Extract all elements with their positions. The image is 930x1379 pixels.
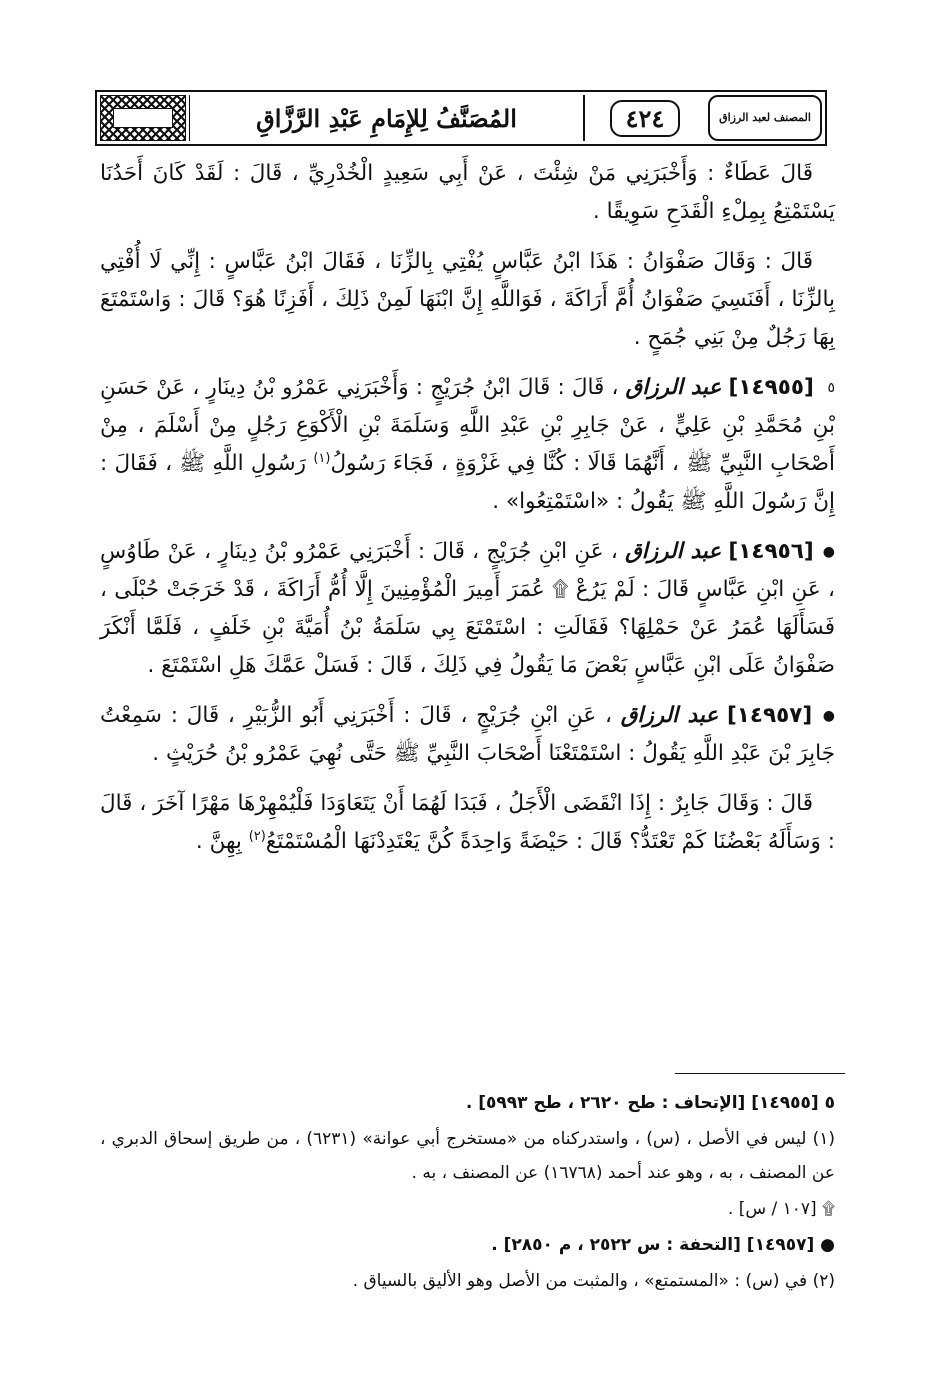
open-circle-marker: ٥: [824, 1093, 835, 1113]
footnote-ref: (١): [313, 450, 331, 466]
footnote: [100, 1086, 835, 1120]
footnote-text: (٢) في (س) : «المستمتع» ، والمثبت من الأصل وهو الأليق بالسياق .: [352, 1271, 835, 1291]
filled-circle-marker: ●: [820, 1235, 835, 1255]
hadith-entry: [100, 697, 835, 773]
main-text: [100, 155, 835, 873]
hadith-number: [١٤٩٥٧]: [726, 703, 813, 728]
page-number: ٤٢٤: [610, 100, 681, 137]
hadith-text: ، عَنِ ابْنِ جُرَيْجٍ ، قَالَ : أَخْبَرَنِي أَبُو الزُّبَيْرِ ، قَالَ : سَمِعْتُ جَابِرَ بْنَ عَبْدِ اللَّهِ يَقُولُ : اسْتَمْتَعْنَا أَصْحَابَ النَّبِيِّ ﷺ حَتَّى نُهِيَ عَمْرُو بْنُ حُرَيْثٍ .: [100, 703, 835, 766]
footnote-text: ۩ [١٠٧ / س] .: [727, 1199, 835, 1219]
hadith-entry: [100, 369, 835, 521]
hadith-number: [١٤٩٥٦]: [728, 539, 814, 564]
footnote-separator: [675, 1073, 845, 1074]
book-logo: المصنف لعبد الرزاق: [708, 95, 822, 141]
paragraph-text: قَالَ : وَقَالَ جَابِرٌ : إِذَا انْقَضَى الْأَجَلُ ، فَبَدَا لَهُمَا أَنْ يَتَعَاوَدَا فَلْيُمْهِرْهَا مَهْرًا آخَرَ ، قَالَ : وَسَأَلَهُ بَعْضُنَا كَمْ تَعْتَدُّ؟ قَالَ : حَيْضَةً وَاحِدَةً كُنَّ يَعْتَدِدْنَهَا الْمُسْتَمْتَعُ: [100, 791, 835, 854]
paragraph-text-continued: بِهِنَّ .: [195, 829, 242, 854]
hadith-number: [١٤٩٥٥]: [728, 375, 814, 400]
open-circle-marker: ٥: [827, 380, 835, 396]
book-title: المُصَنَّفُ لِلإِمَامِ عَبْدِ الرَّزَّاقِ: [189, 95, 584, 141]
paragraph: [100, 785, 835, 861]
footnote: [100, 1264, 835, 1298]
filled-circle-marker: ●: [822, 544, 836, 560]
source-name: عبد الرزاق: [625, 539, 722, 564]
footnote: [100, 1122, 835, 1190]
paragraph: [100, 155, 835, 231]
source-name: عبد الرزاق: [620, 703, 719, 728]
hadith-text: ، قَالَ : قَالَ ابْنُ جُرَيْجٍ : وَأَخْبَرَنِي عَمْرُو بْنُ دِينَارٍ ، عَنْ حَسَنِ بْنِ مُحَمَّدِ بْنِ عَلِيٍّ ، عَنْ جَابِرِ بْنِ عَبْدِ اللَّهِ وَسَلَمَةَ بْنِ الْأَكْوَعِ رَجُلٍ مِنْ أَسْلَمَ ، مِنْ أَصْحَابِ النَّبِيِّ ﷺ ، أَنَّهُمَا قَالَا : كُنَّا فِي غَزْوَةٍ ، فَجَاءَ رَسُولُ: [100, 375, 836, 476]
paragraph-text: قَالَ : وَقَالَ صَفْوَانُ : هَذَا ابْنُ عَبَّاسٍ يُفْتِي بِالزِّنَا ، فَقَالَ ابْنُ عَبَّاسٍ : إِنِّي لَا أُفْتِي بِالزِّنَا ، أَفَنَسِيَ صَفْوَانُ أُمَّ أَرَاكَةَ ، فَوَاللَّهِ إِنَّ ابْنَهَا لَمِنْ ذَلِكَ ، أَفَزِنًا هُوَ؟ قَالَ : وَاسْتَمْتَعَ بِهَا رَجُلٌ مِنْ بَنِي جُمَحٍ .: [100, 249, 835, 350]
paragraph: [100, 243, 835, 357]
hadith-entry: [100, 533, 835, 685]
footnote-ref: (٢): [248, 828, 266, 844]
ornament-core: [113, 108, 173, 128]
hadith-text: ، عَنِ ابْنِ جُرَيْجٍ ، قَالَ : أَخْبَرَنِي عَمْرُو بْنُ دِينَارٍ ، عَنْ طَاوُسٍ ، عَنِ ابْنِ عَبَّاسٍ قَالَ : لَمْ يَرُعْ ۩ عُمَرَ أَمِيرَ الْمُؤْمِنِينَ إِلَّا أُمُّ أَرَاكَةَ ، قَدْ خَرَجَتْ حُبْلَى ، فَسَأَلَهَا عُمَرُ عَنْ حَمْلِهَا؟ فَقَالَتِ : اسْتَمْتَعَ بِي سَلَمَةُ بْنُ أُمَيَّةَ بْنِ خَلَفٍ ، فَلَمَّا أَنْكَرَ صَفْوَانُ عَلَى ابْنِ عَبَّاسٍ بَعْضَ مَا يَقُولُ فِي ذَلِكَ ، قَالَ : فَسَلْ عَمَّكَ هَلِ اسْتَمْتَعَ .: [100, 539, 835, 678]
filled-circle-marker: ●: [822, 708, 836, 724]
footnote-text: (١) ليس في الأصل ، (س) ، واستدركناه من «مستخرج أبي عوانة» (٦٢٣١) ، من طريق إسحاق الدبري ، عن المصنف ، به ، وهو عند أحمد (١٦٧٦٨) عن المصنف ، به .: [100, 1129, 835, 1183]
ornament-band-left: [100, 95, 186, 141]
footnote-text: [١٤٩٥٧] [التحفة : س ٢٥٢٢ ، م ٢٨٥٠] .: [491, 1235, 815, 1255]
footnote-text: [١٤٩٥٥] [الإتحاف : طح ٢٦٢٠ ، طح ٥٩٩٣] .: [465, 1093, 819, 1113]
footnotes: [100, 1086, 835, 1300]
page-header: [95, 90, 827, 146]
paragraph-text: قَالَ عَطَاءٌ : وَأَخْبَرَنِي مَنْ شِئْتَ ، عَنْ أَبِي سَعِيدٍ الْخُدْرِيِّ ، قَالَ : لَقَدْ كَانَ أَحَدُنَا يَسْتَمْتِعُ بِمِلْءِ الْقَدَحِ سَوِيقًا .: [100, 161, 835, 224]
footnote: [100, 1228, 835, 1262]
hadith-text-continued: رَسُولِ اللَّهِ ﷺ ، فَقَالَ : إِنَّ رَسُولَ اللَّهِ ﷺ يَقُولُ : «اسْتَمْتِعُوا» .: [100, 451, 835, 514]
footnote: [100, 1192, 835, 1226]
page-number-area: [584, 95, 705, 141]
source-name: عبد الرزاق: [625, 375, 722, 400]
